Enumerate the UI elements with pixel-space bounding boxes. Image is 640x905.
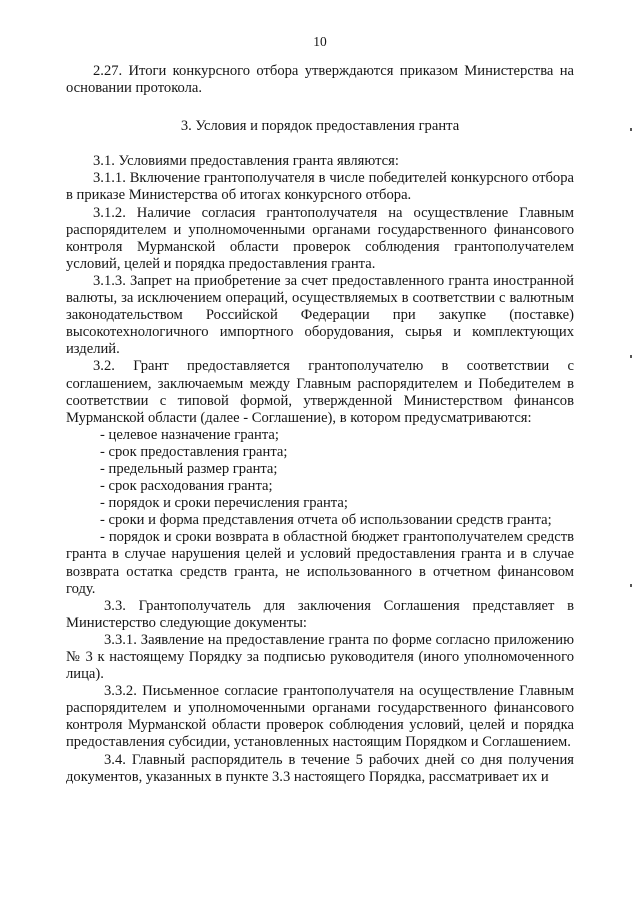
page-number: 10 [313,34,327,49]
paragraph-3-1-1: 3.1.1. Включение грантополучателя в числе победителей конкурсного отбора в приказе Министерства об итогах конкурсного отбора. [66,170,574,204]
paragraph-3-4: 3.4. Главный распорядитель в течение 5 рабочих дней со дня получения документов, указанных в пункте 3.3 настоящего Порядка, рассматривает их и [66,751,574,785]
scan-speck [630,128,632,131]
list-item: - порядок и сроки перечисления гранта; [100,495,348,512]
list-item: - срок предоставления гранта; [100,443,288,460]
paragraph-3-3-2: 3.3.2. Письменное согласие грантополучателя на осуществление Главным распорядителем и уполномоченными органами государственного финансового контроля Мурманской области проверок соблюдения условий, целей и порядка предоставления субсидии, установленных настоящим Порядком и Соглашением. [66,683,574,751]
section-heading: 3. Условия и порядок предоставления гранта [180,118,460,135]
list-item: - порядок и сроки возврата в областной бюджет грантополучателем средств гранта в случае нарушения целей и условий предоставления гранта и в случае возврата остатка средств гранта, не использованного в отчетном финансовом году. [66,529,574,597]
document-body [66,63,574,786]
paragraph-3-3-1: 3.3.1. Заявление на предоставление гранта по форме согласно приложению № 3 к настоящему Порядку за подписью руководителя (иного уполномоченного лица). [66,631,574,683]
paragraph-3-1: 3.1. Условиями предоставления гранта являются: [93,153,399,170]
paragraph-3-1-2: 3.1.2. Наличие согласия грантополучателя на осуществление Главным распорядителем и уполномоченными органами государственного финансового контроля Мурманской области проверок соблюдения грантополучателем условий, целей и порядка предоставления гранта. [66,204,574,272]
paragraph-3-2: 3.2. Грант предоставляется грантополучателю в соответствии с соглашением, заключаемым между Главным распорядителем и Победителем в соответствии с типовой формой, утвержденной Министерством финансов Мурманской области (далее - Соглашение), в котором предусматриваются: [66,358,574,426]
paragraph-3-1-3: 3.1.3. Запрет на приобретение за счет предоставленного гранта иностранной валюты, за исключением операций, осуществляемых в соответствии с валютным законодательством Российской Федерации при закупке (поставке) высокотехнологичного импортного оборудования, сырья и комплектующих изделий. [66,272,574,358]
list-item: - сроки и форма представления отчета об использовании средств гранта; [100,512,552,529]
list-item: - срок расходования гранта; [100,478,273,495]
paragraph-3-3: 3.3. Грантополучатель для заключения Соглашения представляет в Министерство следующие документы: [66,597,574,631]
list-item: - целевое назначение гранта; [100,426,279,443]
scan-speck [630,355,632,358]
paragraph-2-27: 2.27. Итоги конкурсного отбора утверждаются приказом Министерства на основании протокола. [66,63,574,97]
scan-speck [630,584,632,587]
list-item: - предельный размер гранта; [100,460,278,477]
